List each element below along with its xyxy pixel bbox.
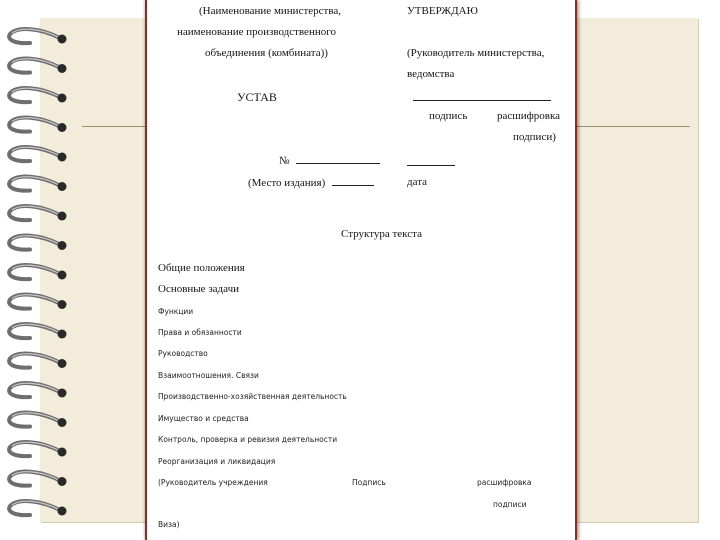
document-title: УСТАВ <box>237 90 277 104</box>
section-item: Контроль, проверка и ревизия деятельности <box>158 435 338 444</box>
footer-head-label: (Руководитель учреждения <box>158 478 268 487</box>
section-item: Производственно-хозяйственная деятельность <box>158 392 347 401</box>
binding-hole-icon <box>58 477 67 486</box>
header-left-line1: (Наименование министерства, <box>199 5 342 17</box>
binding-hole-icon <box>58 359 67 368</box>
place-label: (Место издания) <box>248 177 326 189</box>
footer-decoding-label: расшифровка <box>477 478 532 487</box>
spiral-binding-icon <box>0 0 80 540</box>
header-left-line2: наименование производственного <box>177 26 336 38</box>
binding-hole-icon <box>58 300 67 309</box>
binding-hole-icon <box>58 418 67 427</box>
binding-hole-icon <box>58 123 67 132</box>
signature-label: подпись <box>429 110 468 122</box>
document-page <box>145 0 577 540</box>
signature-line <box>413 91 551 101</box>
date-line <box>407 156 455 166</box>
header-right-line1: (Руководитель министерства, <box>407 47 545 59</box>
number-prefix: № <box>279 155 290 167</box>
section-item: Взаимоотношения. Связи <box>158 371 259 380</box>
section-item: Руководство <box>158 349 208 358</box>
binding-hole-icon <box>58 241 67 250</box>
binding-hole-icon <box>58 271 67 280</box>
section-item: Права и обязанности <box>158 328 242 337</box>
structure-title: Структура текста <box>341 228 422 240</box>
place-line <box>332 176 374 186</box>
section-item: Функции <box>158 307 194 316</box>
header-left-line3: объединения (комбината)) <box>205 47 328 59</box>
section-item: Основные задачи <box>158 283 240 295</box>
binding-hole-icon <box>58 507 67 516</box>
header-right-line2: ведомства <box>407 68 455 80</box>
binding-hole-icon <box>58 94 67 103</box>
section-item: Общие положения <box>158 262 245 274</box>
binding-hole-icon <box>58 182 67 191</box>
date-label: дата <box>407 176 428 188</box>
section-item: Реорганизация и ликвидация <box>158 457 276 466</box>
number-line <box>296 154 380 164</box>
footer-decoding-label-2: подписи <box>493 500 527 509</box>
binding-hole-icon <box>58 64 67 73</box>
binding-hole-icon <box>58 448 67 457</box>
decoding-label: расшифровка <box>497 110 561 122</box>
binding-hole-icon <box>58 389 67 398</box>
footer-signature-label: Подпись <box>352 478 386 487</box>
binding-hole-icon <box>58 153 67 162</box>
footer-visa-label: Виза) <box>158 520 180 529</box>
binding-hole-icon <box>58 212 67 221</box>
binding-hole-icon <box>58 35 67 44</box>
decoding-label-2: подписи) <box>513 131 556 143</box>
section-item: Имущество и средства <box>158 414 249 423</box>
approve-label: УТВЕРЖДАЮ <box>407 5 478 17</box>
binding-hole-icon <box>58 330 67 339</box>
